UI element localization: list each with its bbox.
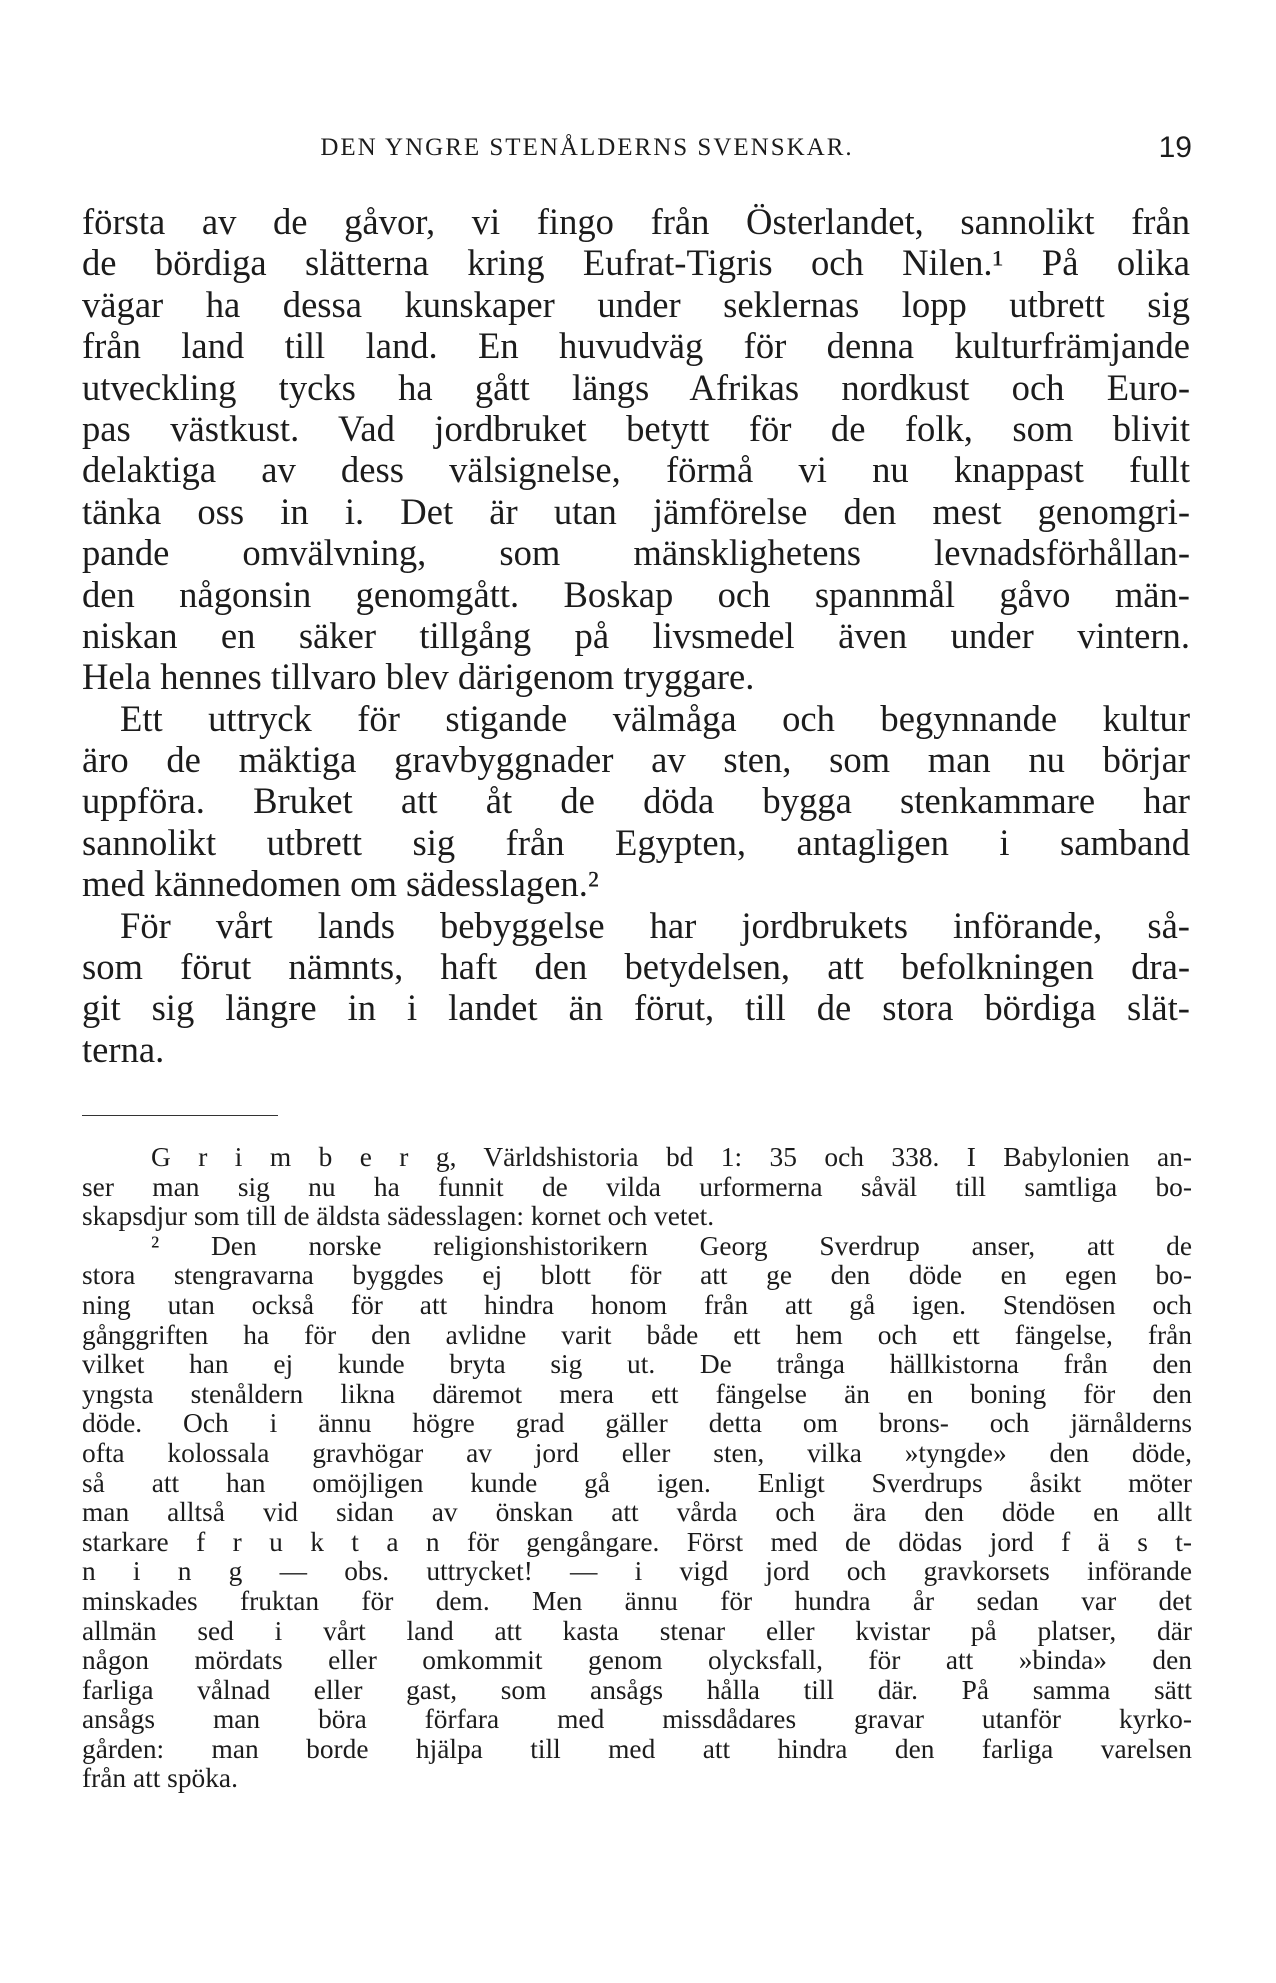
body-line: tänka oss in i. Det är utan jämförelse den mest genomgri-	[82, 490, 1190, 532]
body-line: sannolikt utbrett sig från Egypten, antagligen i samband	[82, 821, 1190, 863]
footnote-line: ofta kolossala gravhögar av jord eller sten, vilka »tyngde» den döde,	[82, 1437, 1192, 1468]
body-line: från land till land. En huvudväg för denna kulturfrämjande	[82, 325, 1190, 367]
body-line: delaktiga av dess välsignelse, förmå vi nu knappast fullt	[82, 449, 1190, 491]
body-line: git sig längre in i landet än förut, till de stora bördiga slät-	[82, 987, 1190, 1029]
running-header	[82, 128, 1192, 168]
footnote-line: ² Den norske religionshistorikern Georg Sverdrup anser, att de	[151, 1230, 1192, 1261]
footnote-line: ser man sig nu ha funnit de vilda urformerna såväl till samtliga bo-	[82, 1171, 1192, 1202]
footnote-line: gånggriften ha för den avlidne varit både ett hem och ett fängelse, från	[82, 1319, 1192, 1350]
footnote-separator	[82, 1115, 278, 1116]
footnote-line: allmän sed i vårt land att kasta stenar eller kvistar på platser, där	[82, 1615, 1192, 1646]
body-line: utveckling tycks ha gått längs Afrikas nordkust och Euro-	[82, 366, 1190, 408]
footnote-line: G r i m b e r g, Världshistoria bd 1: 35 och 338. I Babylonien an-	[151, 1142, 1192, 1172]
body-line: Ett uttryck för stigande välmåga och begynnande kultur	[120, 697, 1190, 739]
page-number: 19	[1158, 131, 1192, 164]
body-line: pande omvälvning, som mänsklighetens levnadsförhållan-	[82, 532, 1190, 574]
footnote-line: yngsta stenåldern likna däremot mera ett fängelse än en boning för den	[82, 1378, 1192, 1409]
body-text	[82, 201, 1190, 1070]
body-line: niskan en säker tillgång på livsmedel även under vintern.	[82, 614, 1190, 656]
footnote-line: stora stengravarna byggdes ej blott för att ge den döde en egen bo-	[82, 1260, 1192, 1291]
body-line: med kännedomen om sädesslagen.²	[82, 863, 599, 905]
running-title: DEN YNGRE STENÅLDERNS SVENSKAR.	[320, 134, 854, 161]
footnote-line: gården: man borde hjälpa till med att hindra den farliga varelsen	[82, 1733, 1192, 1764]
body-line: terna.	[82, 1028, 165, 1070]
footnote-line: farliga vålnad eller gast, som ansågs hålla till där. På samma sätt	[82, 1674, 1192, 1705]
body-line: För vårt lands bebyggelse har jordbrukets införande, så-	[120, 904, 1190, 946]
body-line: vägar ha dessa kunskaper under seklernas lopp utbrett sig	[82, 283, 1190, 325]
footnote-line: från att spöka.	[82, 1763, 238, 1794]
footnote-line: man alltså vid sidan av önskan att vårda och ära den döde en allt	[82, 1497, 1192, 1528]
body-line: uppföra. Bruket att åt de döda bygga stenkammare har	[82, 780, 1190, 822]
footnote-line: skapsdjur som till de äldsta sädesslagen: kornet och vetet.	[82, 1201, 715, 1232]
body-line: de bördiga slätterna kring Eufrat-Tigris och Nilen.¹ På olika	[82, 242, 1190, 284]
footnote-line: minskades fruktan för dem. Men ännu för hundra år sedan var det	[82, 1585, 1192, 1616]
body-line: som förut nämnts, haft den betydelsen, att befolkningen dra-	[82, 946, 1190, 988]
footnote-line: starkare f r u k t a n för gengångare. Först med de dödas jord f ä s t-	[82, 1526, 1192, 1557]
footnotes	[82, 1143, 1192, 1794]
footnote-line: n i n g — obs. uttrycket! — i vigd jord och gravkorsets införande	[82, 1556, 1192, 1587]
footnote-line: döde. Och i ännu högre grad gäller detta om brons- och järnålderns	[82, 1408, 1192, 1439]
footnote-line: någon mördats eller omkommit genom olycksfall, för att »binda» den	[82, 1645, 1192, 1676]
body-line: pas västkust. Vad jordbruket betytt för de folk, som blivit	[82, 407, 1190, 449]
body-line: den någonsin genomgått. Boskap och spannmål gåvo män-	[82, 573, 1190, 615]
footnote-line: så att han omöjligen kunde gå igen. Enligt Sverdrups åsikt möter	[82, 1467, 1192, 1498]
footnote-line: ansågs man böra förfara med missdådares gravar utanför kyrko-	[82, 1704, 1192, 1735]
footnote-line: ning utan också för att hindra honom från att gå igen. Stendösen och	[82, 1289, 1192, 1320]
footnote-line: vilket han ej kunde bryta sig ut. De trånga hällkistorna från den	[82, 1349, 1192, 1380]
body-line: Hela hennes tillvaro blev därigenom tryggare.	[82, 656, 755, 698]
body-line: första av de gåvor, vi fingo från Österlandet, sannolikt från	[82, 201, 1190, 242]
body-line: äro de mäktiga gravbyggnader av sten, som man nu börjar	[82, 739, 1190, 781]
